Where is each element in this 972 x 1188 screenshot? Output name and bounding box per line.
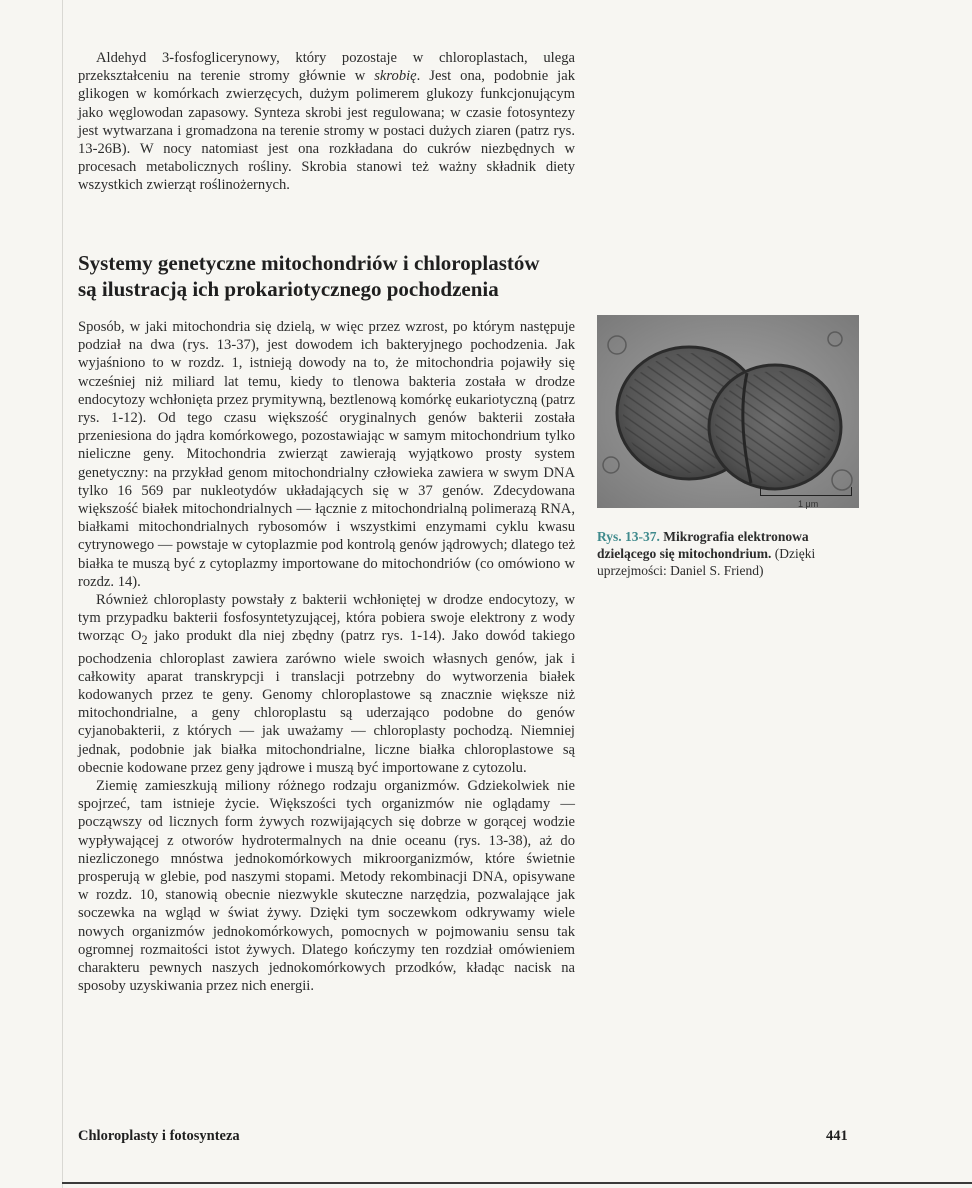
intro-text-b: . Jest ona, podobnie jak glikogen w komórkach zwierzęcych, dużym polimerem glukozy funkcjonującym jako węglowodan zapasowy. Synteza skrobi jest regulowana; w czasie fotosyntezy jest wytwarzana i gromadzona na terenie stromy w postaci dużych ziaren (patrz rys. 13-26B). W nocy natomiast jest ona rozkładana do cukrów niezbędnych w procesach metabolicznych rośliny. Skrobia stanowi też ważny składnik diety wszystkich zwierząt roślinożernych. <box>78 68 575 194</box>
body-p2-text-a: Również chloroplasty powstały z bakterii wchłoniętej w drodze endocytozy, w tym przypadku bakterii fosfosyntetyzującej, która pobiera swoje elektrony z wody tworząc O <box>78 592 575 645</box>
page-bottom-rule <box>62 1182 972 1184</box>
running-footer-title: Chloroplasty i fotosynteza <box>78 1128 240 1144</box>
page-edge <box>62 0 63 1188</box>
micrograph-image <box>597 315 859 508</box>
heading-line-2: są ilustracją ich prokariotycznego pochodzenia <box>78 277 499 301</box>
body-section <box>78 318 575 995</box>
intro-section <box>78 49 575 195</box>
scale-label: 1 μm <box>798 499 819 509</box>
page-number: 441 <box>826 1128 848 1144</box>
intro-paragraph <box>78 49 575 195</box>
caption-title: Mikrografia elektronowa dzielącego się mitochondrium. <box>597 529 809 561</box>
heading-line-1: Systemy genetyczne mitochondriów i chloroplastów <box>78 251 540 275</box>
body-p2-text-b: jako produkt dla niej zbędny (patrz rys. 1-14). Jako dowód takiego pochodzenia chloroplast zawiera zarówno wiele swoich własnych genów, jak i całkowity aparat transkrypcji i translacji potrzebny do wytworzenia białek kodowanych przez te geny. Genomy chloroplastowe są znacznie większe niż mitochondrialne, a geny chloroplastu są uderzająco podobne do genów cyjanobakterii, z których — jak uważamy — chloroplasty pochodzą. Niemniej jednak, podobnie jak białka mitochondrialne, liczne białka chloroplastowe są obecnie kodowane przez geny jądrowe i muszą być importowane z cytozolu. <box>78 628 575 776</box>
mitochondrion-right <box>709 365 841 489</box>
body-paragraph-1: Sposób, w jaki mitochondria się dzielą, w więc przez wzrost, po którym następuje podział na dwa (rys. 13-37), jest dowodem ich bakteryjnego pochodzenia. Jak wyjaśniono to w rozdz. 1, istnieją dowody na to, że mitochondria pojawiły się wcześniej niż miliard lat temu, kiedy to tlenowa bakteria została w drodze endocytozy wchłonięta przez prymitywną, beztlenową komórkę eukariotyczną (patrz rys. 1-12). Od tego czasu większość oryginalnych genów bakterii została przeniesiona do jądra komórkowego, pozostawiając w samym mitochondrium tylko nieliczne geny. Mitochondria zwierząt zawierają wyjątkowo prosty system genetyczny: na przykład genom mitochondrialny człowieka zawiera w swym DNA tylko 16 569 par nukleotydów układających się w 37 genów. Zdecydowana większość białek mitochondrialnych — łącznie z mitochondrialną polimerazą RNA, białkami mitochondrialnych rybosomów i wszystkimi enzymami cyklu kwasu cytrynowego — powstaje w cytoplazmie pod kontrolą genów jądrowych; dlatego też białka te muszą być z cytoplazmy importowane do mitochondriów (co omówiono w rozdz. 14). <box>78 319 575 590</box>
caption-credit: (Dzięki uprzejmości: Daniel S. Friend) <box>597 546 816 578</box>
intro-emphasis: skrobię <box>374 68 417 85</box>
section-heading <box>78 250 575 302</box>
body-paragraph-3: Ziemię zamieszkują miliony różnego rodzaju organizmów. Gdziekolwiek nie spojrzeć, tam istnieje życie. Większości tych organizmów nie oglądamy — począwszy od licznych form żywych rozwijających się dobrze w gorącej wodzie wypływającej z otworów hydrotermalnych na dnie oceanu (rys. 13-38), aż do niezliczonego mnóstwa jednokomórkowych mikroorganizmów, które świetnie prosperują w glebie, pod naszymi stopami. Metody rekombinacji DNA, opisywane w rozdz. 10, stanowią obecnie niezwykle skuteczne narzędzia, pozwalające jak soczewka na wgląd w świat żywy. Dzięki tym soczewkom odkrywamy wiele nowych organizmów jednokomórkowych, pomocnych w pojmowaniu sensu tak ogromnej rozmaitości istot żywych. Dlatego kończymy ten rozdział omówieniem charakteru pewnych naszych jednokomórkowych przodków, kładąc nacisk na sposoby uzyskiwania przez nich energii. <box>78 777 575 995</box>
caption-number: Rys. 13-37. <box>597 529 660 544</box>
scale-bar <box>760 487 852 496</box>
intro-text-a: Aldehyd 3-fosfoglicerynowy, który pozostaje w chloroplastach, ulega przekształceniu na terenie stromy głównie w <box>78 50 575 85</box>
body-paragraph-2 <box>78 591 575 777</box>
oxygen-subscript: 2 <box>141 633 148 648</box>
figure-caption <box>597 528 867 579</box>
micrograph-figure <box>597 315 859 508</box>
